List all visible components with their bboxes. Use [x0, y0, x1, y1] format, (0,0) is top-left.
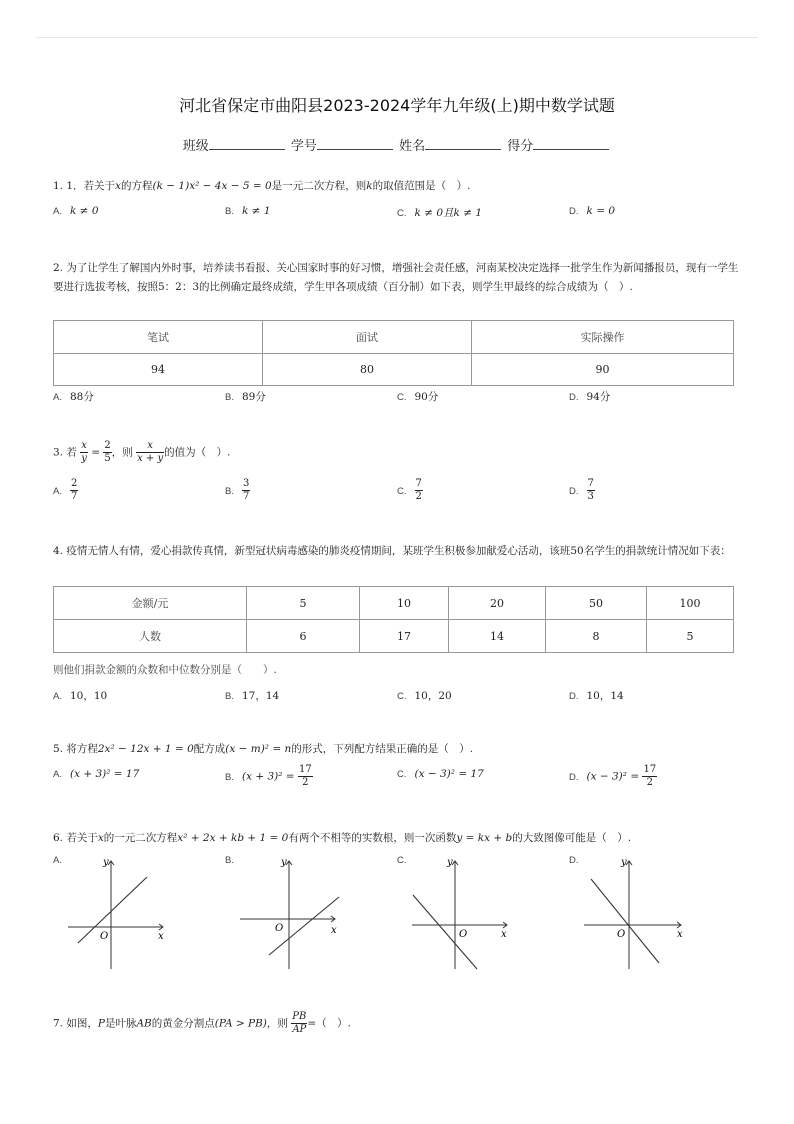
page-title: 河北省保定市曲阳县2023-2024学年九年级(上)期中数学试题: [179, 96, 615, 115]
question-4-followup: 则他们捐款金额的众数和中位数分别是（ ）.: [53, 664, 277, 676]
numerator: x: [136, 440, 164, 453]
question-text: 的值为（ ）.: [164, 446, 231, 459]
question-number: 3.: [53, 446, 64, 459]
numerator: PB: [292, 1011, 307, 1022]
question-text: 的方程: [120, 180, 153, 192]
option-c[interactable]: [397, 478, 423, 503]
question-7: [53, 1011, 743, 1036]
denominator: 3: [587, 491, 594, 502]
graph-option-b[interactable]: [225, 857, 335, 977]
option-label: A.: [53, 485, 62, 497]
name-label: 姓名: [399, 139, 426, 154]
numerator: 17: [298, 764, 312, 775]
option-value: k ≠ 0且k ≠ 1: [414, 207, 483, 219]
option-label: A.: [53, 392, 62, 403]
question-text: 疫情无情人有情，爱心捐款传真情，新型冠状病毒感染的肺炎疫情期间，某班学生积极参加献爱心活动，该班50名学生的捐款统计情况如下表：: [66, 545, 731, 557]
table-cell: 94: [54, 354, 263, 386]
option-label: B.: [225, 691, 234, 702]
option-value: 90分: [414, 391, 439, 403]
option-label: A.: [53, 855, 62, 866]
math-equation: x² + 2x + kb + 1 = 0: [177, 832, 289, 844]
table-cell: 6: [247, 620, 360, 653]
math-equation: (k − 1)x² − 4x − 5 = 0: [152, 180, 272, 192]
table-cell: 5: [247, 587, 360, 620]
option-label: C.: [397, 855, 407, 866]
options-q3: [53, 478, 743, 510]
denominator: 7: [242, 491, 250, 502]
numerator: 3: [242, 478, 250, 489]
math-var: P: [97, 1017, 105, 1030]
option-c[interactable]: [397, 688, 452, 703]
question-text: 的形式，下列配方结果正确的是（ ）.: [291, 743, 474, 755]
option-label: D.: [569, 485, 579, 497]
fraction: [642, 764, 657, 789]
math-condition: (PA > PB): [214, 1017, 267, 1030]
x-axis-label: x: [677, 929, 683, 940]
table-cell: 80: [263, 354, 472, 386]
table-cell: 14: [449, 620, 546, 653]
denominator: x + y: [137, 453, 164, 464]
options-q2: [53, 389, 743, 409]
class-label: 班级: [182, 139, 209, 154]
option-b[interactable]: [225, 478, 250, 503]
graph-option-a[interactable]: [53, 857, 163, 977]
denominator: 5: [104, 453, 111, 464]
option-a[interactable]: [53, 688, 107, 703]
question-number: 4.: [53, 545, 64, 557]
option-value: k ≠ 1: [241, 205, 271, 217]
coordinate-plane: [579, 857, 689, 977]
table-cell: 100: [647, 587, 734, 620]
fraction: [136, 440, 164, 465]
option-value: 94分: [586, 391, 611, 403]
score-table: [53, 320, 734, 386]
table-cell: 20: [449, 587, 546, 620]
equals-sign: =: [91, 446, 101, 459]
question-2: [53, 259, 743, 297]
header-divider: [36, 37, 758, 38]
table-header: 笔试: [54, 321, 263, 354]
y-axis-label: y: [621, 857, 627, 868]
fraction: [587, 478, 595, 503]
question-text: 有两个不相等的实数根，则一次函数: [288, 832, 457, 844]
row-label: 金额/元: [54, 587, 247, 620]
math-equation: y = kx + b: [456, 832, 513, 844]
question-3: [53, 440, 743, 465]
question-number: 1.: [53, 180, 64, 192]
option-b[interactable]: [225, 389, 266, 404]
options-q1: [53, 205, 743, 225]
option-value: 88分: [69, 391, 94, 403]
name-blank[interactable]: [425, 137, 501, 150]
question-text: 的黄金分割点: [151, 1017, 215, 1030]
question-text: 是一元二次方程，则: [271, 180, 367, 192]
fraction: [80, 440, 88, 465]
table-cell: 10: [360, 587, 449, 620]
question-text: 的取值范围是（ ）.: [372, 180, 471, 192]
question-6: [53, 829, 743, 848]
question-number: 2.: [53, 262, 64, 274]
option-label: D.: [569, 855, 579, 866]
denominator: 2: [415, 491, 422, 502]
option-c[interactable]: [397, 389, 438, 404]
denominator: y: [81, 453, 87, 464]
math-var: k: [366, 180, 373, 192]
origin-label: O: [100, 931, 109, 942]
option-label: A.: [53, 769, 62, 780]
option-label: C.: [397, 769, 407, 780]
fraction: [415, 478, 423, 503]
option-label: D.: [569, 392, 579, 403]
question-text: 1．若关于: [66, 180, 116, 192]
fraction: [70, 478, 78, 503]
numerator: 7: [415, 478, 422, 489]
graph-option-d[interactable]: [569, 855, 683, 977]
student-info-line: [0, 135, 794, 154]
x-axis-label: x: [331, 925, 337, 936]
x-axis-label: x: [501, 929, 507, 940]
table-cell: 5: [647, 620, 734, 653]
option-value: k ≠ 0: [69, 205, 99, 217]
function-line: [591, 879, 659, 963]
number-label: 学号: [290, 139, 317, 154]
math-var: x: [115, 180, 121, 192]
question-text: 若关于: [66, 832, 98, 844]
numerator: 17: [643, 764, 657, 775]
table-header: 面试: [263, 321, 472, 354]
math-equation: 2x² − 12x + 1 = 0: [97, 743, 194, 755]
option-label: D.: [569, 691, 579, 702]
coordinate-plane: [407, 857, 517, 977]
option-d[interactable]: [569, 478, 595, 503]
option-label: D.: [569, 771, 579, 783]
function-line: [78, 877, 147, 943]
function-line: [413, 895, 477, 969]
question-text: 若: [66, 446, 77, 459]
question-text: ，则: [111, 446, 133, 459]
table-cell: 90: [472, 354, 734, 386]
y-axis-label: y: [281, 857, 287, 868]
question-text: 是叶脉: [104, 1017, 137, 1030]
option-label: C.: [397, 485, 407, 497]
fraction: [291, 1011, 307, 1036]
question-text: 的大致图像可能是（ ）.: [512, 832, 632, 844]
score-label: 得分: [507, 139, 534, 154]
option-d[interactable]: [569, 389, 610, 404]
table-header: 实际操作: [472, 321, 734, 354]
option-a[interactable]: [53, 478, 78, 503]
option-label: C.: [397, 691, 407, 702]
option-a[interactable]: [53, 768, 139, 780]
table-cell: 17: [360, 620, 449, 653]
question-1: [53, 177, 743, 196]
row-label: 人数: [54, 620, 247, 653]
question-text: 的一元二次方程: [103, 832, 178, 844]
option-lhs: (x + 3)² =: [241, 770, 295, 783]
number-blank[interactable]: [317, 137, 393, 150]
class-blank[interactable]: [209, 137, 285, 150]
question-text: =（ ）.: [307, 1017, 351, 1030]
origin-label: O: [617, 929, 626, 940]
option-d[interactable]: [569, 688, 624, 703]
numerator: x: [81, 440, 87, 451]
option-a[interactable]: [53, 389, 94, 404]
y-axis-label: y: [103, 857, 109, 868]
score-blank[interactable]: [533, 137, 609, 150]
option-c[interactable]: [397, 205, 482, 220]
option-d[interactable]: [569, 205, 615, 217]
option-a[interactable]: [53, 205, 99, 217]
question-4: [53, 542, 743, 561]
origin-label: O: [275, 923, 284, 934]
option-label: B.: [225, 485, 234, 497]
denominator: 2: [302, 777, 309, 788]
option-d[interactable]: [569, 764, 657, 789]
option-b[interactable]: [225, 205, 271, 217]
option-value: 17，14: [241, 690, 280, 702]
option-label: B.: [225, 771, 234, 783]
option-b[interactable]: [225, 764, 313, 789]
option-value: k = 0: [586, 205, 616, 217]
question-text: ，则: [266, 1017, 288, 1030]
option-label: A.: [53, 206, 62, 217]
math-equation: (x − m)² = n: [225, 743, 292, 755]
x-axis-label: x: [158, 931, 164, 942]
question-number: 6.: [53, 832, 64, 844]
question-text: 为了让学生了解国内外时事，培养读书看报、关心国家时事的好习惯，增强社会责任感，河南某校决定选择一批学生作为新闻播报员，现有一学生要进行选拔考核，按照5：2：3的比例确定最终成绩，学生甲各项成绩（百分制）如下表，则学生甲最终的综合成绩为（ ）.: [53, 262, 739, 293]
options-q4: [53, 688, 743, 708]
question-number: 7.: [53, 1017, 64, 1030]
options-q5: [53, 764, 743, 798]
coordinate-plane: [235, 857, 345, 977]
option-c[interactable]: [397, 768, 484, 780]
option-b[interactable]: [225, 688, 279, 703]
fraction: [242, 478, 250, 503]
option-label: B.: [225, 392, 234, 403]
table-cell: 8: [546, 620, 647, 653]
option-label: A.: [53, 691, 62, 702]
option-label: C.: [397, 208, 407, 219]
denominator: 2: [646, 777, 654, 788]
numerator: 2: [104, 440, 111, 451]
option-label: B.: [225, 206, 234, 217]
question-text: 配方成: [193, 743, 226, 755]
option-value: 89分: [241, 391, 266, 403]
fraction: [298, 764, 313, 789]
question-5: [53, 740, 743, 759]
y-axis-label: y: [447, 857, 453, 868]
question-number: 5.: [53, 743, 64, 755]
option-value: 10，20: [414, 690, 452, 702]
graph-option-c[interactable]: [397, 857, 507, 977]
option-label: B.: [225, 855, 234, 866]
option-label: C.: [397, 392, 407, 403]
question-text: 如图，: [66, 1017, 98, 1030]
option-value: (x + 3)² = 17: [69, 768, 140, 780]
coordinate-plane: [63, 857, 173, 977]
option-value: 10，14: [586, 690, 624, 702]
math-var: x: [97, 832, 104, 844]
fraction: [103, 440, 111, 465]
numerator: 2: [70, 478, 78, 489]
origin-label: O: [459, 929, 468, 940]
option-value: 10，10: [69, 690, 108, 702]
option-value: (x − 3)² = 17: [414, 768, 484, 780]
table-cell: 50: [546, 587, 647, 620]
denominator: AP: [292, 1024, 307, 1035]
donation-table: [53, 586, 734, 653]
option-label: D.: [569, 206, 579, 217]
option-lhs: (x − 3)² =: [586, 770, 640, 783]
math-var: AB: [136, 1017, 152, 1030]
question-text: 将方程: [66, 743, 98, 755]
denominator: 7: [70, 491, 78, 502]
numerator: 7: [587, 478, 594, 489]
